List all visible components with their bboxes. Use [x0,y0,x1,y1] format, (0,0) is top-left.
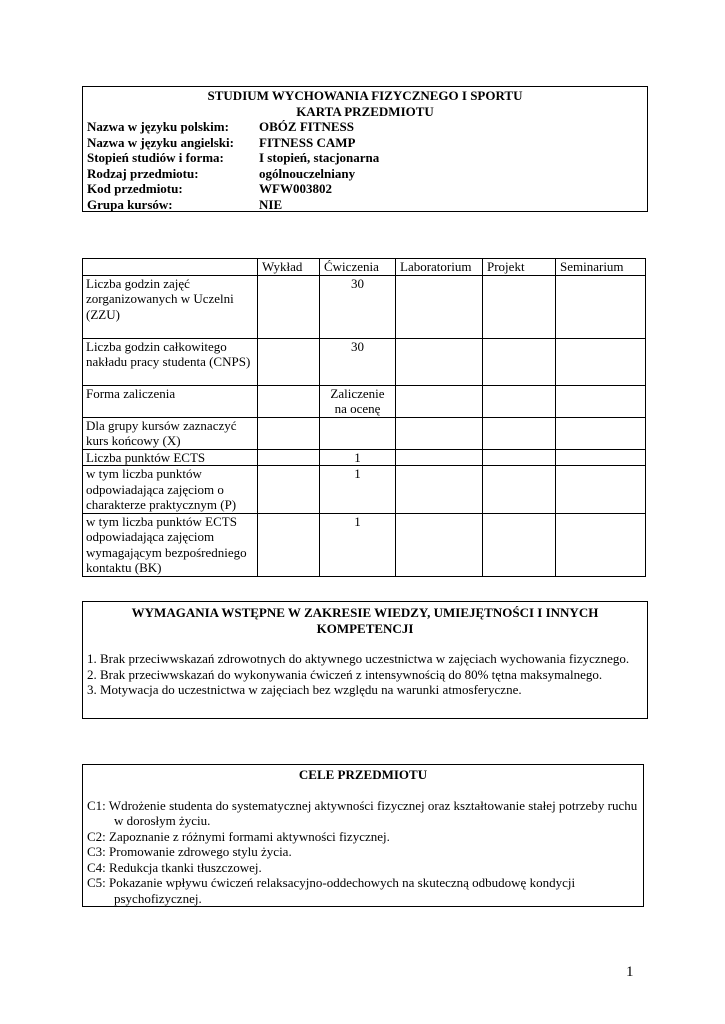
table-cell [556,513,646,576]
requirement-item: 1. Brak przeciwwskazań zdrowotnych do aktywnego uczestnictwa w zajęciach wychowania fizycznego. [87,651,630,666]
hours-table [82,258,646,577]
table-cell [556,275,646,338]
requirement-item: 2. Brak przeciwwskazań do wykonywania ćwiczeń z intensywnością do 80% tętna maksymalnego. [87,666,603,682]
column-header: Seminarium [556,259,646,276]
table-cell [483,513,556,576]
table-cell: 1 [320,449,396,466]
info-value: I stopień, stacjonarna [259,150,380,165]
page-number: 1 [626,964,634,980]
info-value: NIE [259,196,283,212]
column-header: Wykład [258,259,320,276]
table-cell [483,417,556,449]
info-label: Grupa kursów: [87,196,173,212]
table-cell [396,513,483,576]
table-cell [258,338,320,385]
table-cell [258,275,320,338]
row-label: Liczba godzin zajęć zorganizowanych w Uczelni (ZZU) [83,275,258,338]
info-label: Nazwa w języku angielski: [87,134,234,150]
info-value: WFW003802 [259,181,332,196]
table-cell [396,338,483,385]
table-cell: 1 [320,513,396,576]
info-value: FITNESS CAMP [259,134,356,150]
row-label: w tym liczba punktów ECTS odpowiadająca zajęciom wymagającym bezpośredniego kontaktu (BK) [83,513,258,576]
card-title: KARTA PRZEDMIOTU [296,103,434,119]
goals-heading: CELE PRZEDMIOTU [298,767,428,782]
column-header [83,259,258,276]
info-row-polish-name [87,119,643,135]
institution-title: STUDIUM WYCHOWANIA FIZYCZNEGO I SPORTU [207,88,523,103]
info-label: Rodzaj przedmiotu: [87,165,199,181]
table-row [83,449,646,466]
table-cell: 30 [320,275,396,338]
table-cell [258,417,320,449]
row-label: w tym liczba punktów odpowiadająca zajęciom o charakterze praktycznym (P) [83,466,258,514]
table-cell [556,449,646,466]
goal-item: C5: Pokazanie wpływu ćwiczeń relaksacyjno-oddechowych na skuteczną odbudowę kondycji psychofizycznej. [87,875,576,906]
goal-item: C4: Redukcja tkanki tłuszczowej. [87,859,262,875]
table-cell [320,417,396,449]
requirement-item: 3. Motywacja do uczestnictwa w zajęciach bez względu na warunki atmosferyczne. [87,682,522,697]
table-cell [396,466,483,514]
requirements-heading: WYMAGANIA WSTĘPNE W ZAKRESIE WIEDZY, UMIEJĘTNOŚCI I INNYCH KOMPETENCJI [131,605,599,636]
goals-box [82,764,644,907]
table-cell [483,385,556,417]
table-row [83,338,646,385]
table-cell [258,466,320,514]
row-label: Dla grupy kursów zaznaczyć kurs końcowy (X) [83,417,258,449]
column-header: Laboratorium [396,259,483,276]
row-label: Liczba godzin całkowitego nakładu pracy studenta (CNPS) [83,338,258,385]
table-cell [396,449,483,466]
table-cell [556,338,646,385]
table-cell [258,449,320,466]
table-row [83,466,646,514]
table-cell: 1 [320,466,396,514]
goal-item: C2: Zapoznanie z różnymi formami aktywności fizycznej. [87,828,390,844]
row-label: Liczba punktów ECTS [83,449,258,466]
requirements-box [82,601,648,719]
table-header-row [83,259,646,276]
info-row-english-name [87,135,643,151]
table-row [83,275,646,338]
table-row [83,417,646,449]
table-cell [396,417,483,449]
table-row [83,513,646,576]
table-row [83,385,646,417]
info-value: OBÓZ FITNESS [259,119,355,134]
table-cell [483,466,556,514]
info-row-course-type [87,166,643,182]
info-row-study-level [87,150,643,166]
info-row-course-code [87,181,643,197]
table-cell [258,385,320,417]
course-header-box [82,86,648,212]
column-header: Projekt [483,259,556,276]
table-cell [556,466,646,514]
table-cell [258,513,320,576]
table-cell: Zaliczenie na ocenę [320,385,396,417]
info-label: Stopień studiów i forma: [87,150,224,165]
info-label: Nazwa w języku polskim: [87,119,229,134]
column-header: Ćwiczenia [320,259,396,276]
table-cell: 30 [320,338,396,385]
goal-item: C1: Wdrożenie studenta do systematycznej aktywności fizycznej oraz kształtowanie stałej potrzeby ruchu w dorosłym życiu. [87,797,638,828]
info-row-course-group [87,197,643,213]
table-cell [396,385,483,417]
table-cell [483,449,556,466]
row-label: Forma zaliczenia [83,385,258,417]
info-label: Kod przedmiotu: [87,181,183,196]
table-cell [556,385,646,417]
table-cell [483,275,556,338]
table-cell [396,275,483,338]
table-cell [556,417,646,449]
info-value: ogólnouczelniany [259,165,356,181]
goal-item: C3: Promowanie zdrowego stylu życia. [87,844,292,859]
table-cell [483,338,556,385]
